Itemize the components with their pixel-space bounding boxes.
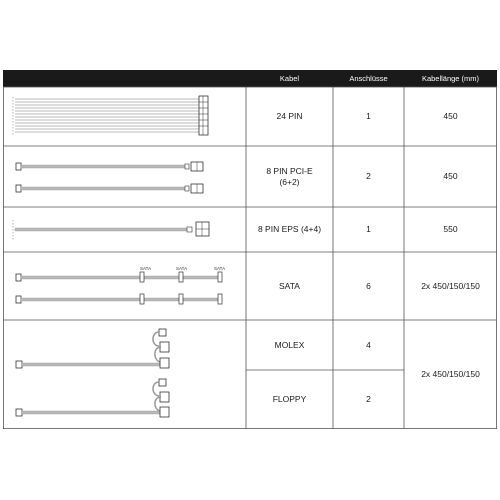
row-floppy-kabel: FLOPPY (272, 394, 307, 404)
cable-eps-illustration (13, 220, 209, 240)
row-pcie-laenge: 450 (443, 171, 458, 181)
sata-label: SATA (176, 266, 188, 271)
row-eps-laenge: 550 (443, 224, 458, 234)
row-eps-kabel: 8 PIN EPS (4+4) (257, 224, 322, 234)
sata-label: SATA (214, 266, 226, 271)
row-24pin-laenge: 450 (443, 111, 458, 121)
row-pcie-anschluesse: 2 (366, 171, 371, 181)
row-molex-kabel: MOLEX (274, 339, 305, 350)
cable-table (3, 70, 497, 429)
row-24pin-anschluesse: 1 (366, 111, 371, 121)
header-anschluesse: Anschlüsse (349, 74, 388, 83)
sata-label: SATA (140, 266, 152, 271)
header-kabel: Kabel (279, 74, 300, 83)
row-sata-laenge: 2x 450/150/150 (421, 280, 480, 291)
row-eps-anschluesse: 1 (366, 224, 371, 234)
cable-24pin-illustration (13, 96, 208, 136)
row-molex-floppy-laenge: 2x 450/150/150 (421, 369, 480, 379)
row-molex-anschluesse: 4 (366, 339, 371, 350)
row-pcie-kabel: 8 PIN PCI-E (6+2) (266, 165, 313, 187)
cable-sata-illustration (16, 266, 225, 304)
cable-floppy-illustration (16, 379, 169, 417)
row-24pin-kabel: 24 PIN (276, 111, 303, 121)
cable-molex-illustration (16, 329, 169, 368)
cable-pcie-illustration (16, 162, 203, 193)
header-kabellaenge: Kabellänge (mm) (421, 74, 480, 83)
row-sata-anschluesse: 6 (366, 280, 371, 291)
row-sata-kabel: SATA (279, 280, 300, 291)
row-floppy-anschluesse: 2 (366, 394, 371, 404)
